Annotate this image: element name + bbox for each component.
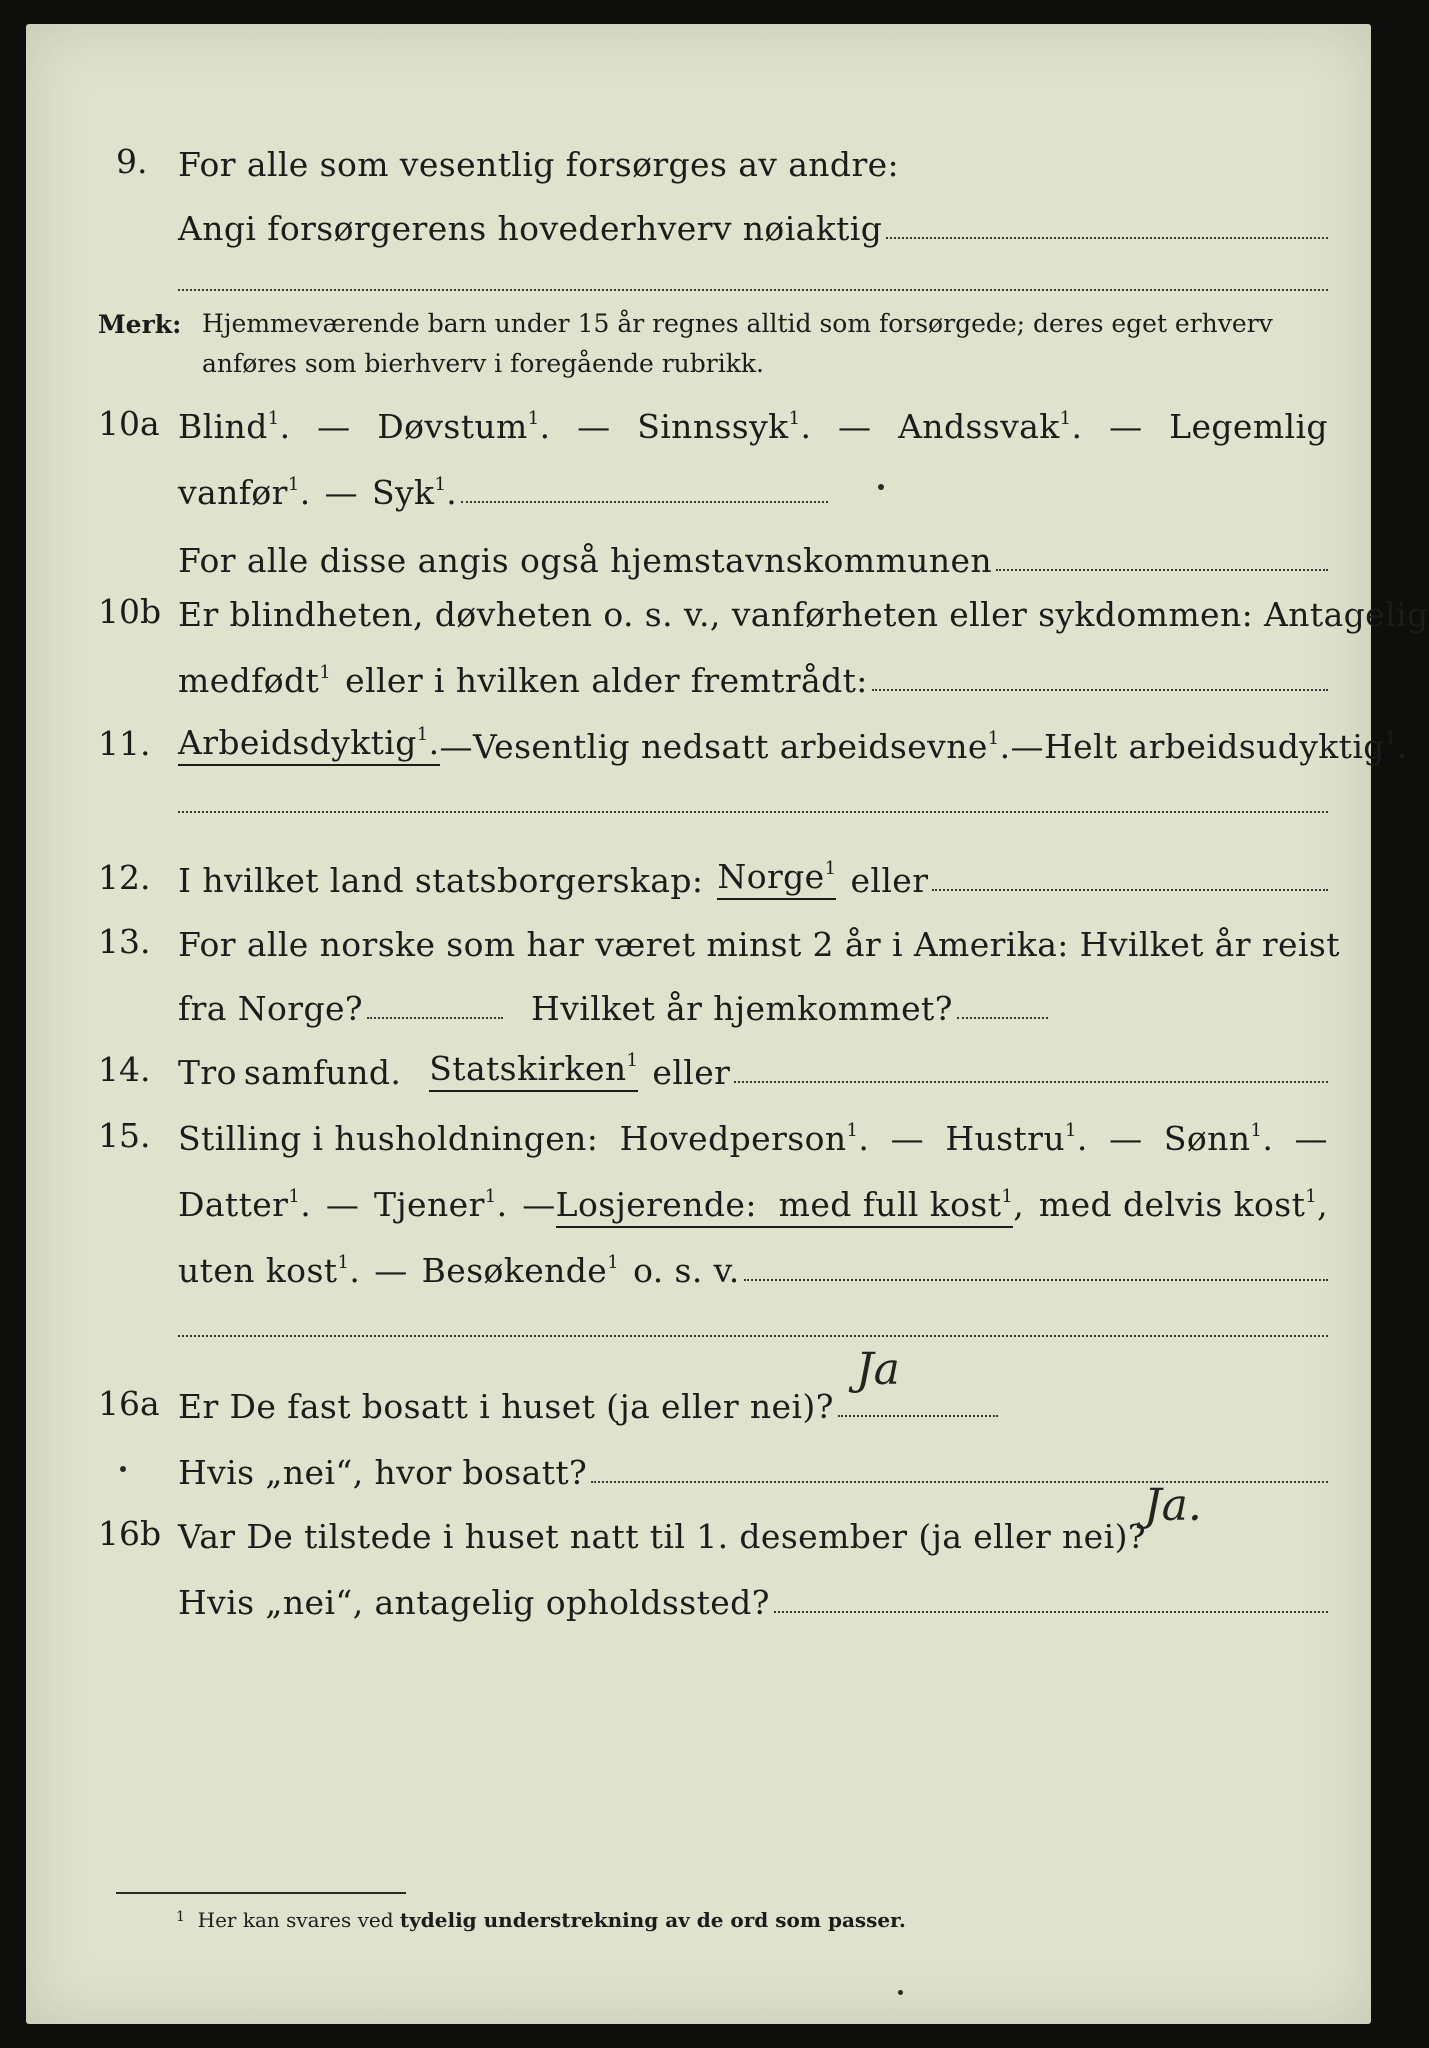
q11-opt-arbeidsdyktig[interactable]: Arbeidsdyktig$^1$. (178, 723, 440, 766)
q10a-opt-vanfor[interactable]: vanfør$^1$. (178, 473, 311, 512)
q10b-opt-medfodt[interactable]: medfødt$^1$ (178, 661, 332, 700)
q15-line1 (178, 1094, 1328, 1158)
q11-opt-nedsatt[interactable]: Vesentlig nedsatt arbeidsevne$^1$. (472, 727, 1011, 766)
q10b-alder-field[interactable] (872, 688, 1328, 691)
q15-other-field[interactable] (744, 1278, 1328, 1281)
q10b-text2: eller i hvilken alder fremtrådt: (345, 661, 868, 700)
q16a-text1: Er De fast bosatt i huset (ja eller nei)? (178, 1387, 834, 1426)
q10b-text1: Er blindheten, døvheten o. s. v., vanførheten eller sykdommen: Antagelig (178, 595, 1429, 634)
q9-number: 9. (116, 142, 148, 181)
q15-dash2: — (1109, 1119, 1143, 1158)
q16a-text2: Hvis „nei“, hvor bosatt? (178, 1453, 588, 1492)
q9-text1: For alle som vesentlig forsørges av andre: (178, 145, 900, 184)
q10a-dash3: — (838, 407, 872, 446)
q12-number: 12. (98, 858, 151, 897)
q15-dash5: — (522, 1185, 556, 1224)
q9-answer-field[interactable] (886, 236, 1328, 239)
q10b-line2 (178, 636, 1328, 700)
q13-number: 13. (98, 922, 151, 961)
q15-opt-hustru[interactable]: Hustru$^1$. (945, 1119, 1088, 1158)
ink-speck (898, 1990, 903, 1995)
q11-opt-udyktig[interactable]: Helt arbeidsudyktig$^1$. (1043, 727, 1408, 766)
q10a-dash4: — (1109, 407, 1143, 446)
q15-opt-datter[interactable]: Datter$^1$. (178, 1185, 312, 1224)
q15-losjerende-group: —Losjerende: med full kost$^1$, (522, 1185, 1024, 1224)
q10a-dash5: — (324, 473, 358, 512)
ink-speck (120, 1466, 126, 1472)
q14-opt-statskirken[interactable]: Statskirken$^1$ (429, 1049, 638, 1092)
q12-opt-norge[interactable]: Norge$^1$ (717, 857, 836, 900)
q16b-number: 16b (98, 1514, 162, 1553)
q10a-line1 (178, 382, 1328, 446)
q15-text1: Stilling i husholdningen: (178, 1119, 599, 1158)
q15-opt-uten[interactable]: uten kost$^1$. (178, 1251, 361, 1290)
q9-answer-line2[interactable] (178, 288, 1328, 291)
q16a-handwritten-answer: Ja (856, 1344, 900, 1395)
q16b-text1: Var De tilstede i huset natt til 1. desember (ja eller nei)? (178, 1517, 1146, 1556)
q14-text: Tro samfund. (178, 1053, 402, 1092)
merk-line2: anføres som bierhverv i foregående rubrikk. (202, 349, 764, 378)
ink-speck (878, 484, 884, 490)
merk-label: Merk: (98, 310, 182, 339)
q15-opt-besokende[interactable]: Besøkende$^1$ (421, 1251, 620, 1290)
q16a-answer-field[interactable] (838, 1414, 998, 1417)
q9-line2 (178, 184, 1328, 248)
q16a-number: 16a (98, 1384, 160, 1423)
q10a-text3: For alle disse angis også hjemstavnskommunen (178, 541, 993, 580)
q10a-opt-andssvak[interactable]: Andssvak$^1$. (898, 407, 1083, 446)
q15-line2 (178, 1160, 1328, 1224)
q10a-opt-syk[interactable]: Syk$^1$. (371, 473, 458, 512)
q15-dash6: — (374, 1251, 408, 1290)
q12-line (178, 836, 1328, 900)
census-form-sheet (26, 24, 1429, 2024)
q11-number: 11. (98, 724, 151, 763)
q14-eller: eller (652, 1053, 731, 1092)
footnote-rule (116, 1892, 406, 1894)
q13-text2b: Hvilket år hjemkommet? (531, 989, 953, 1028)
q10a-opt-sinnssyk[interactable]: Sinnssyk$^1$. (637, 407, 812, 446)
q16b-line2 (178, 1558, 1328, 1622)
q10a-syk-field[interactable] (461, 500, 828, 503)
q15-opt-sonn[interactable]: Sønn$^1$. (1163, 1119, 1274, 1158)
q12-eller: eller (850, 861, 929, 900)
q16a-bosatt-field[interactable] (591, 1480, 1328, 1483)
q13-text2a: fra Norge? (178, 989, 364, 1028)
q13-hjemkommet-field[interactable] (957, 1016, 1048, 1019)
footnote-text: Her kan svares ved (197, 1908, 394, 1932)
q16b-opholdssted-field[interactable] (774, 1610, 1328, 1613)
q15-number: 15. (98, 1116, 151, 1155)
merk-note (202, 304, 1273, 384)
q15-opt-tjener[interactable]: Tjener$^1$. (374, 1185, 508, 1224)
q10a-number: 10a (98, 404, 160, 443)
q15-opt-delvis[interactable]: med delvis kost$^1$, (1038, 1185, 1328, 1224)
q11-answer-line[interactable] (178, 810, 1328, 813)
q13-line2 (178, 964, 1048, 1028)
footnote-mark: 1 (176, 1909, 185, 1925)
q9-line1 (178, 120, 1328, 184)
q12-text: I hvilket land statsborgerskap: (178, 861, 704, 900)
footnote (176, 1908, 906, 1932)
q14-number: 14. (98, 1050, 151, 1089)
q15-dash3: — (1294, 1119, 1328, 1158)
q13-text1: For alle norske som har været minst 2 år i Amerika: Hvilket år reist (178, 925, 1340, 964)
q15-line3 (178, 1226, 1328, 1290)
q15-osv: o. s. v. (633, 1251, 740, 1290)
q11-dash1: — (439, 727, 473, 766)
q13-line1 (178, 900, 1340, 964)
q11-dash2: — (1010, 727, 1044, 766)
merk-line1: Hjemmeværende barn under 15 år regnes alltid som forsørgede; deres eget erhverv (202, 309, 1273, 338)
q14-line (178, 1028, 1328, 1092)
q10a-opt-blind[interactable]: Blind$^1$. (178, 407, 291, 446)
q16b-handwritten-answer: Ja. (1144, 1480, 1202, 1531)
q10a-opt-dovstum[interactable]: Døvstum$^1$. (377, 407, 551, 446)
q15-dash1: — (890, 1119, 924, 1158)
q15-dash4: — (325, 1185, 360, 1224)
footnote-bold: tydelig understrekning av de ord som passer. (399, 1908, 906, 1932)
q10b-line1 (178, 570, 1429, 634)
q15-answer-line[interactable] (178, 1334, 1328, 1337)
q10b-number: 10b (98, 592, 162, 631)
q12-other-field[interactable] (932, 888, 1328, 891)
q13-reist-field[interactable] (367, 1016, 503, 1019)
q11-line (178, 702, 1408, 766)
q10a-dash1: — (317, 407, 351, 446)
q10a-opt-legemlig[interactable]: Legemlig (1169, 407, 1328, 446)
q15-opt-hovedperson[interactable]: Hovedperson$^1$. (619, 1119, 870, 1158)
q9-text2: Angi forsørgerens hovederhverv nøiaktig (178, 209, 883, 248)
q16b-text2: Hvis „nei“, antagelig opholdssted? (178, 1583, 770, 1622)
q15-opt-losjerende-full[interactable]: Losjerende: med full kost$^1$ (556, 1185, 1014, 1228)
q10a-dash2: — (577, 407, 611, 446)
q14-other-field[interactable] (734, 1080, 1328, 1083)
q10a-line2 (178, 448, 828, 512)
